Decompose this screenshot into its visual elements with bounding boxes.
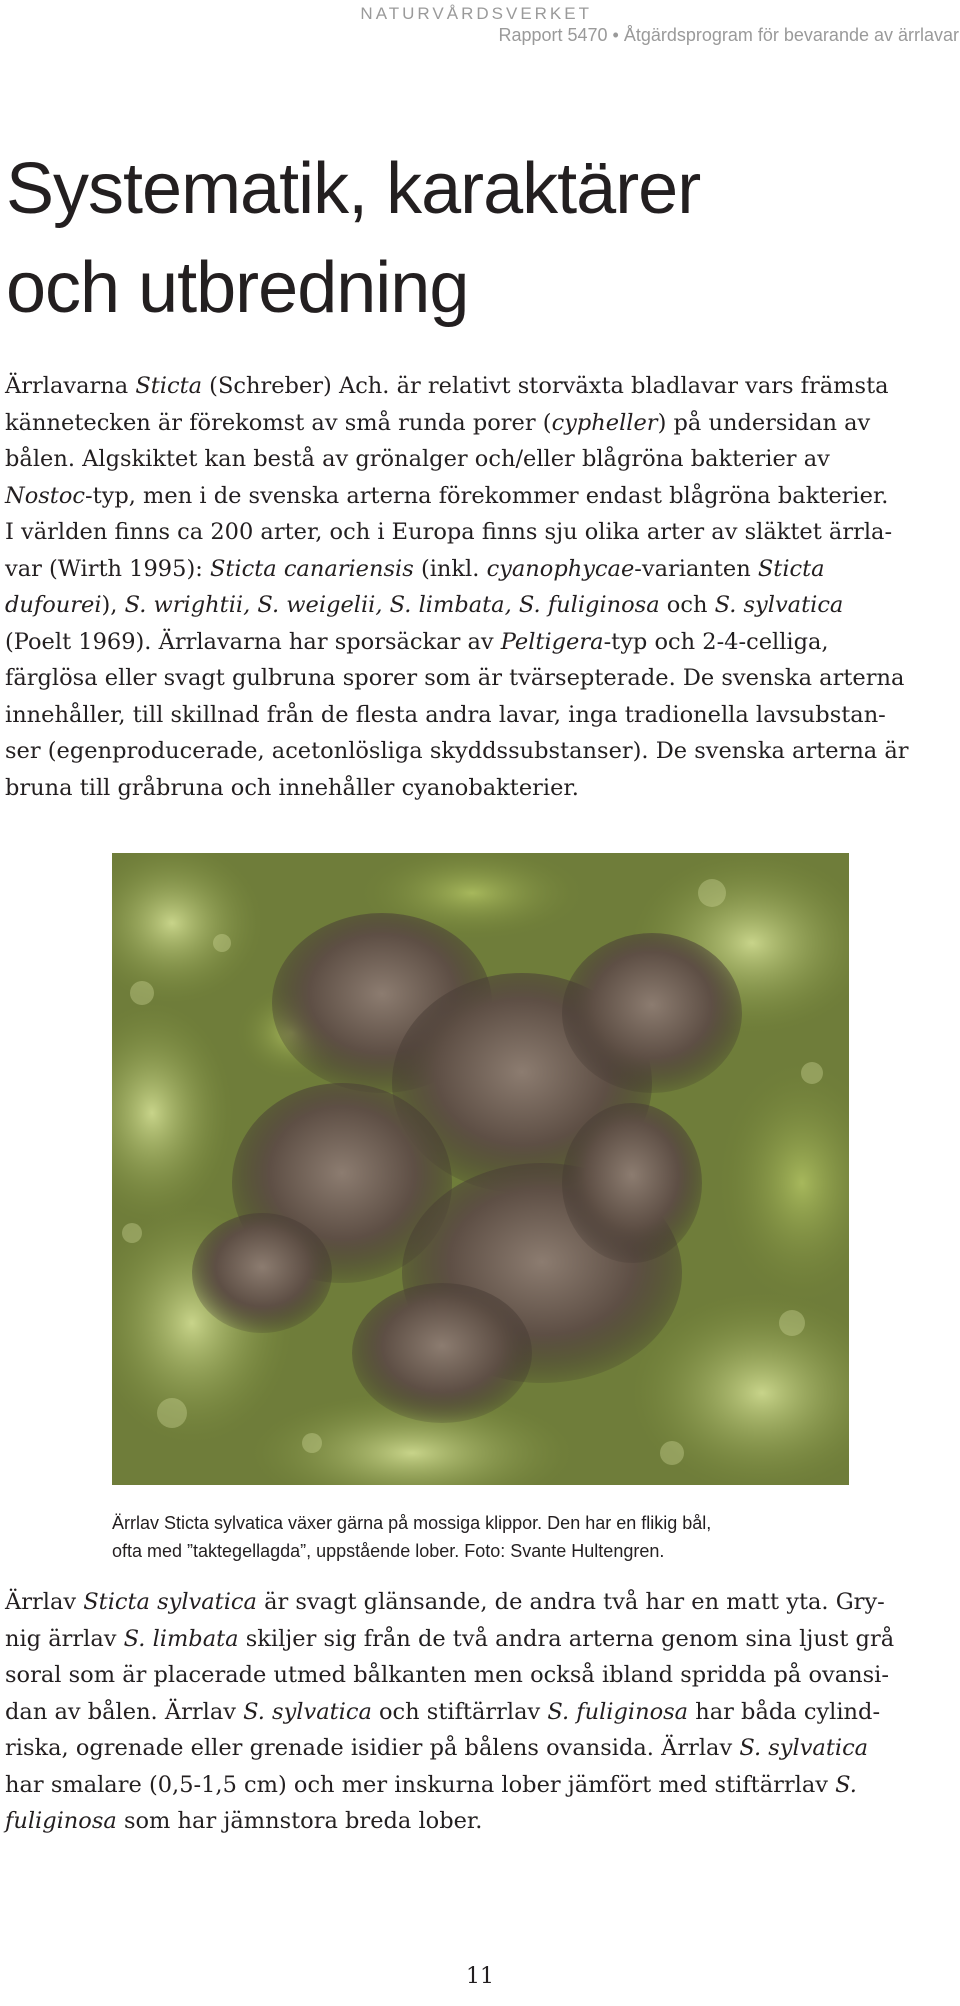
report-subtitle: Rapport 5470 • Åtgärdsprogram för bevarande av ärrlavar [498, 25, 959, 45]
page-number: 11 [466, 1964, 494, 1989]
page-title [6, 140, 700, 338]
lichen-photo-image [112, 853, 849, 1485]
publisher-name: NATURVÅRDSVERKET [360, 4, 592, 23]
caption-line-1: Ärrlav Sticta sylvatica växer gärna på mossiga klippor. Den har en flikig bål, [112, 1513, 712, 1533]
title-line-2: och utbredning [6, 248, 469, 328]
title-line-1: Systematik, karaktärer [6, 149, 701, 229]
species-paragraph: Ärrlav Sticta sylvatica är svagt glänsande, de andra två har en matt yta. Gry- nig ärrlav S. limbata skiljer sig från de två andra arterna genom sina ljust grå soral som är placerade utmed bålkanten men också ibland spridda på ovansi- dan av bålen. Ärrlav S. sylvatica och stiftärrlav S. fuliginosa har båda cylind- riska, ogrenade eller grenade isidier på bålens ovansida. Ärrlav S. sylvatica har smalare (0,5-1,5 cm) och mer inskurna lober jämfört med stiftärrlav S. fuliginosa som har jämnstora breda lober. [5, 1589, 895, 1834]
intro-paragraph: Ärrlavarna Sticta (Schreber) Ach. är relativt storväxta bladlavar vars främsta kännetecken är förekomst av små runda porer (cypheller) på undersidan av bålen. Algskiktet kan bestå av grönalger och/eller blågröna bakterier av Nostoc-typ, men i de svenska arterna förekommer endast blågröna bakterier. I världen finns ca 200 arter, och i Europa finns sju olika arter av släktet ärrla- var (Wirth 1995): Sticta canariensis (inkl. cyanophycae-varianten Sticta dufourei), S. wrightii, S. weigelii, S. limbata, S. fuliginosa och S. sylvatica (Poelt 1969). Ärrlavarna har sporsäckar av Peltigera-typ och 2-4-celliga, färglösa eller svagt gulbruna sporer som är tvärsepterade. De svenska arterna innehåller, till skillnad från de flesta andra lavar, inga tradionella lavsubstan- ser (egenproducerade, acetonlösliga skyddssubstanser). De svenska arterna är bruna till gråbruna och innehåller cyanobakterier. [5, 373, 909, 801]
caption-line-2: ofta med ”taktegellagda”, uppstående lober. Foto: Svante Hultengren. [112, 1541, 665, 1561]
lichen-photo [112, 853, 849, 1485]
photo-caption [112, 1509, 852, 1565]
